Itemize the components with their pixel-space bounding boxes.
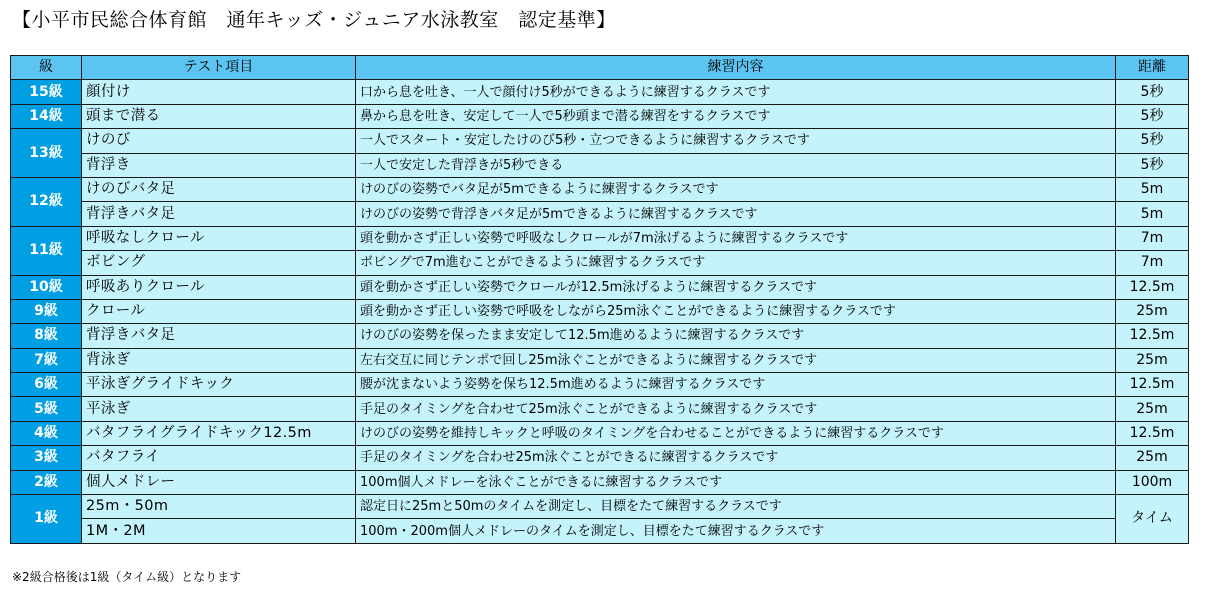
content-cell: 一人で安定した背浮きが5秒できる <box>356 153 1116 177</box>
distance-cell: 12.5m <box>1116 275 1189 299</box>
content-cell: ボビングで7m進むことができるように練習するクラスです <box>356 251 1116 275</box>
test-item-cell: 平泳ぎグライドキック <box>82 373 356 397</box>
test-item-cell: 平泳ぎ <box>82 397 356 421</box>
content-cell: 手足のタイミングを合わせ25m泳ぐことができるに練習するクラスです <box>356 446 1116 470</box>
distance-cell: 5秒 <box>1116 129 1189 153</box>
table-row <box>11 251 1189 275</box>
content-cell: 腰が沈まないよう姿勢を保ち12.5m進めるように練習するクラスです <box>356 373 1116 397</box>
level-cell: 6級 <box>11 373 82 397</box>
test-item-cell: 背泳ぎ <box>82 348 356 372</box>
distance-cell: 5m <box>1116 202 1189 226</box>
test-item-cell: バタフライグライドキック12.5m <box>82 421 356 445</box>
table-header-row <box>11 56 1189 80</box>
distance-cell: 12.5m <box>1116 421 1189 445</box>
distance-cell: タイム <box>1116 495 1189 544</box>
footnote: ※2級合格後は1級（タイム級）となります <box>12 570 242 584</box>
header-practice-content: 練習内容 <box>356 56 1116 80</box>
content-cell: 左右交互に同じテンポで回し25m泳ぐことができるように練習するクラスです <box>356 348 1116 372</box>
distance-cell: 5秒 <box>1116 104 1189 128</box>
level-cell: 10級 <box>11 275 82 299</box>
content-cell: けのびの姿勢を保ったまま安定して12.5m進めるように練習するクラスです <box>356 324 1116 348</box>
content-cell: けのびの姿勢で背浮きバタ足が5mできるように練習するクラスです <box>356 202 1116 226</box>
table-row <box>11 324 1189 348</box>
test-item-cell: 顔付け <box>82 80 356 104</box>
header-level: 級 <box>11 56 82 80</box>
distance-cell: 25m <box>1116 348 1189 372</box>
table-row <box>11 470 1189 494</box>
table-row <box>11 519 1189 543</box>
table-row <box>11 226 1189 250</box>
content-cell: 手足のタイミングを合わせて25m泳ぐことができるように練習するクラスです <box>356 397 1116 421</box>
distance-cell: 5秒 <box>1116 80 1189 104</box>
distance-cell: 5m <box>1116 177 1189 201</box>
distance-cell: 25m <box>1116 446 1189 470</box>
table-row <box>11 421 1189 445</box>
test-item-cell: けのび <box>82 129 356 153</box>
certification-table <box>10 55 1189 544</box>
test-item-cell: バタフライ <box>82 446 356 470</box>
distance-cell: 100m <box>1116 470 1189 494</box>
test-item-cell: ボビング <box>82 251 356 275</box>
table-row <box>11 299 1189 323</box>
table-row <box>11 80 1189 104</box>
table-row <box>11 202 1189 226</box>
distance-cell: 12.5m <box>1116 373 1189 397</box>
table-row <box>11 495 1189 519</box>
content-cell: 頭を動かさず正しい姿勢で呼吸をしながら25m泳ぐことができるように練習するクラスです <box>356 299 1116 323</box>
content-cell: 100m個人メドレーを泳ぐことができるに練習するクラスです <box>356 470 1116 494</box>
distance-cell: 7m <box>1116 251 1189 275</box>
level-cell: 8級 <box>11 324 82 348</box>
test-item-cell: 個人メドレー <box>82 470 356 494</box>
content-cell: 頭を動かさず正しい姿勢で呼吸なしクロールが7m泳げるように練習するクラスです <box>356 226 1116 250</box>
table-row <box>11 153 1189 177</box>
distance-cell: 5秒 <box>1116 153 1189 177</box>
table-row <box>11 177 1189 201</box>
test-item-cell: 頭まで潜る <box>82 104 356 128</box>
table-row <box>11 397 1189 421</box>
content-cell: けのびの姿勢を維持しキックと呼吸のタイミングを合わせることができるように練習するクラスです <box>356 421 1116 445</box>
table-row <box>11 275 1189 299</box>
level-cell: 4級 <box>11 421 82 445</box>
header-test-item: テスト項目 <box>82 56 356 80</box>
header-distance: 距離 <box>1116 56 1189 80</box>
content-cell: 鼻から息を吐き、安定して一人で5秒頭まで潜る練習をするクラスです <box>356 104 1116 128</box>
level-cell: 2級 <box>11 470 82 494</box>
test-item-cell: 背浮き <box>82 153 356 177</box>
distance-cell: 12.5m <box>1116 324 1189 348</box>
content-cell: 100m・200m個人メドレーのタイムを測定し、目標をたて練習するクラスです <box>356 519 1116 543</box>
content-cell: けのびの姿勢でバタ足が5mできるように練習するクラスです <box>356 177 1116 201</box>
test-item-cell: 背浮きバタ足 <box>82 324 356 348</box>
level-cell: 5級 <box>11 397 82 421</box>
page-title: 【小平市民総合体育館 通年キッズ・ジュニア水泳教室 認定基準】 <box>12 9 616 31</box>
test-item-cell: けのびバタ足 <box>82 177 356 201</box>
level-cell: 1級 <box>11 495 82 544</box>
test-item-cell: 25m・50m <box>82 495 356 519</box>
test-item-cell: 背浮きバタ足 <box>82 202 356 226</box>
distance-cell: 7m <box>1116 226 1189 250</box>
distance-cell: 25m <box>1116 397 1189 421</box>
test-item-cell: 呼吸ありクロール <box>82 275 356 299</box>
table-row <box>11 104 1189 128</box>
table-row <box>11 446 1189 470</box>
table-row <box>11 373 1189 397</box>
level-cell: 3級 <box>11 446 82 470</box>
content-cell: 一人でスタート・安定したけのび5秒・立つできるように練習するクラスです <box>356 129 1116 153</box>
table-row <box>11 348 1189 372</box>
level-cell: 12級 <box>11 177 82 226</box>
level-cell: 15級 <box>11 80 82 104</box>
content-cell: 認定日に25mと50mのタイムを測定し、目標をたて練習するクラスです <box>356 495 1116 519</box>
level-cell: 7級 <box>11 348 82 372</box>
level-cell: 9級 <box>11 299 82 323</box>
level-cell: 13級 <box>11 129 82 178</box>
content-cell: 口から息を吐き、一人で顔付け5秒ができるように練習するクラスです <box>356 80 1116 104</box>
table-row <box>11 129 1189 153</box>
distance-cell: 25m <box>1116 299 1189 323</box>
content-cell: 頭を動かさず正しい姿勢でクロールが12.5m泳げるように練習するクラスです <box>356 275 1116 299</box>
test-item-cell: クロール <box>82 299 356 323</box>
level-cell: 14級 <box>11 104 82 128</box>
test-item-cell: 1M・2M <box>82 519 356 543</box>
level-cell: 11級 <box>11 226 82 275</box>
test-item-cell: 呼吸なしクロール <box>82 226 356 250</box>
